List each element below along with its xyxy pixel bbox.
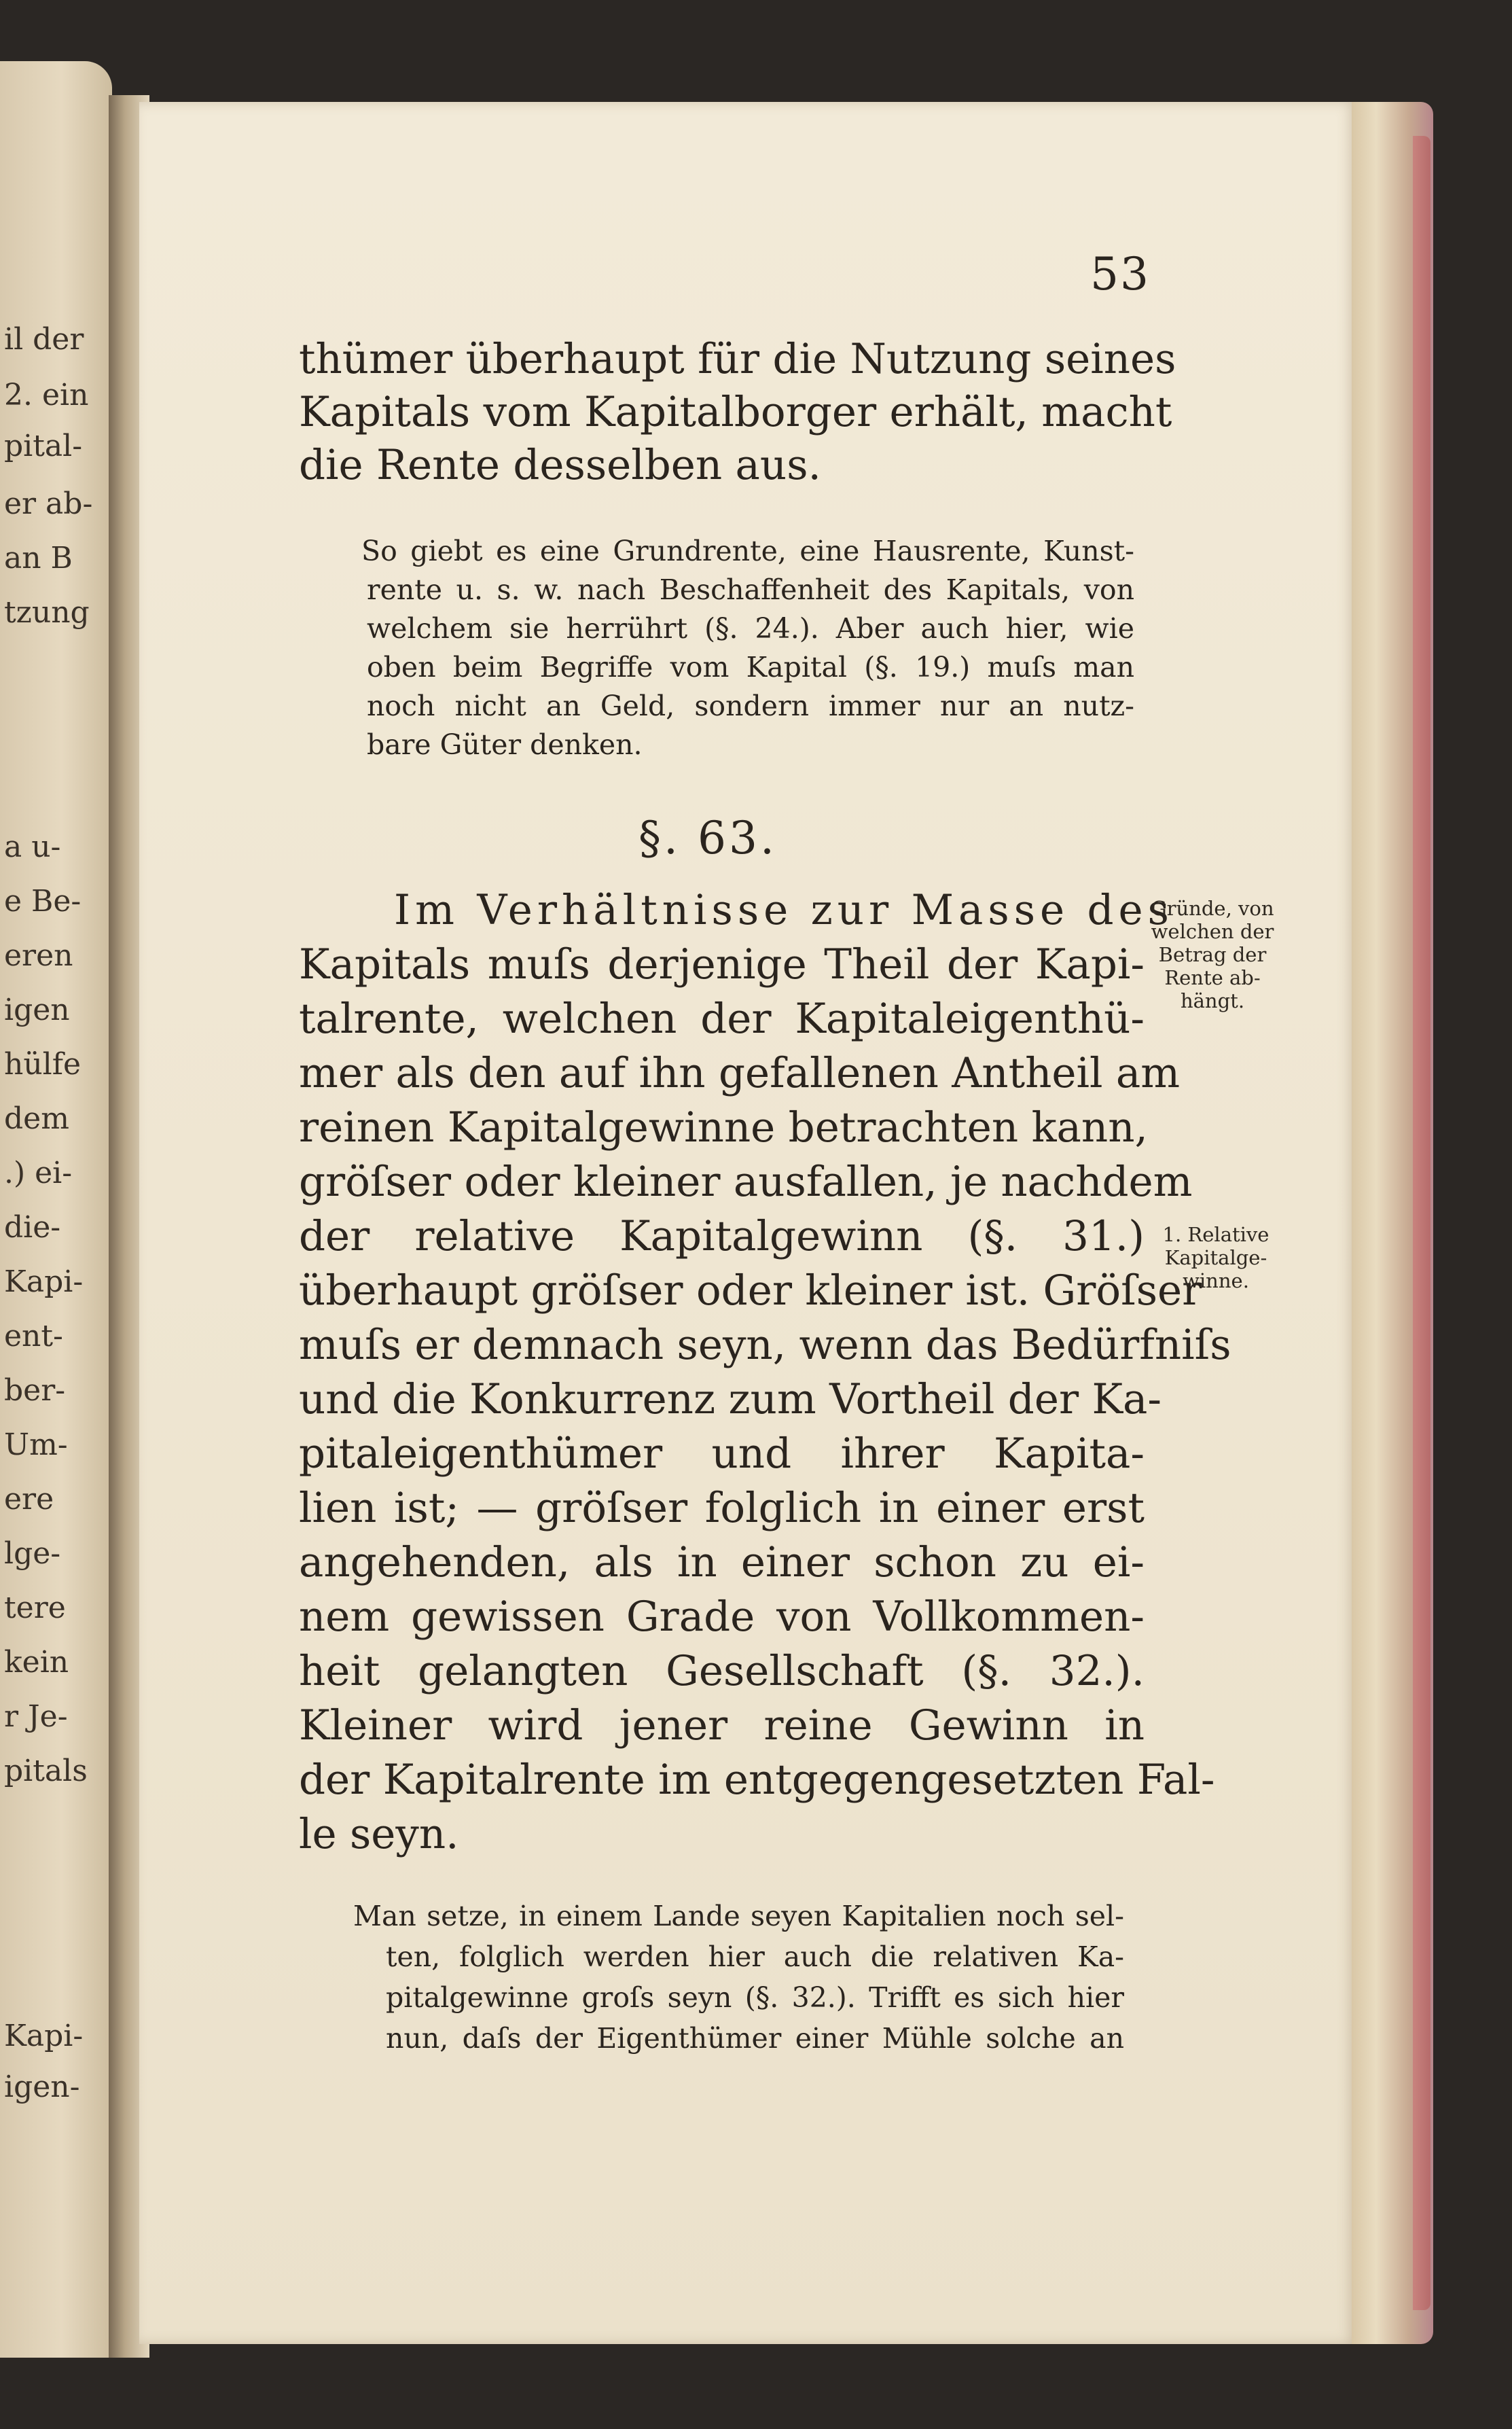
- text-line: Kleiner wird jener reine Gewinn in: [299, 1701, 1145, 1750]
- text-line: thümer überhaupt für die Nutzung seines: [299, 335, 1176, 383]
- opening-paragraph: [299, 333, 1176, 492]
- text-line: und die Konkurrenz zum Vortheil der Ka-: [299, 1375, 1162, 1423]
- text-line: le seyn.: [299, 1810, 459, 1858]
- text-line: überhaupt gröſser oder kleiner ist. Gröſser: [299, 1266, 1202, 1315]
- text-line: Im Verhältnisse zur Masse des: [394, 886, 1174, 934]
- left-fragment: ber-: [4, 1373, 66, 1408]
- note-line: bare Güter denken.: [367, 728, 643, 761]
- text-line: der relative Kapitalgewinn (§. 31.): [299, 1212, 1145, 1260]
- note-line: pitalgewinne groſs seyn (§. 32.). Trifft es sich hier: [386, 1981, 1124, 2014]
- text-line: pitaleigenthümer und ihrer Kapita-: [299, 1430, 1145, 1478]
- footnote-2: [353, 1896, 1124, 2059]
- left-fragment: tzung: [4, 595, 90, 630]
- left-fragment: igen-: [4, 2070, 80, 2104]
- text-line: Kapitals vom Kapitalborger erhält, macht: [299, 388, 1172, 436]
- left-fragment: e Be-: [4, 884, 82, 919]
- page-number: 53: [1090, 248, 1150, 300]
- marginal-line: hängt.: [1180, 989, 1245, 1012]
- left-fragment: pital-: [4, 429, 83, 463]
- left-fragment: eren: [4, 938, 73, 973]
- marginal-line: Gründe, von: [1151, 897, 1274, 920]
- note-line: rente u. s. w. nach Beschaffenheit des Kapitals, von: [367, 573, 1134, 606]
- marginal-line: welchen der: [1151, 920, 1274, 943]
- left-fragment: ere: [4, 1482, 54, 1517]
- left-fragment: die-: [4, 1210, 61, 1245]
- note-line: oben beim Begriffe vom Kapital (§. 19.) muſs man: [367, 651, 1134, 684]
- marginal-line: 1. Relative: [1162, 1223, 1270, 1246]
- left-fragment: kein: [4, 1645, 69, 1680]
- footnote-1: [361, 532, 1134, 764]
- left-fragment: er ab-: [4, 486, 93, 521]
- marginal-note-1: [1145, 897, 1280, 1012]
- left-fragment: Kapi-: [4, 1264, 84, 1299]
- left-fragment: hülfe: [4, 1047, 82, 1082]
- text-line: muſs er demnach seyn, wenn das Bedürfniſs: [299, 1321, 1231, 1369]
- red-page-edge: [1413, 136, 1430, 2310]
- note-line: So giebt es eine Grundrente, eine Hausrente, Kunst-: [361, 535, 1134, 567]
- left-fragment: a u-: [4, 830, 61, 864]
- text-line: mer als den auf ihn gefallenen Antheil am: [299, 1049, 1181, 1097]
- text-line: Kapitals muſs derjenige Theil der Kapi-: [299, 940, 1145, 989]
- left-fragment: lge-: [4, 1536, 61, 1571]
- left-fragment: Um-: [4, 1428, 68, 1462]
- text-line: reinen Kapitalgewinne betrachten kann,: [299, 1103, 1148, 1152]
- note-line: ten, folglich werden hier auch die relativen Ka-: [386, 1940, 1124, 1973]
- marginal-line: Kapitalge-: [1164, 1246, 1267, 1269]
- left-fragment: tere: [4, 1591, 66, 1625]
- left-fragment: an B: [4, 541, 73, 575]
- left-fragment: ent-: [4, 1319, 63, 1353]
- note-line: noch nicht an Geld, sondern immer nur an nutz-: [367, 690, 1134, 722]
- section-heading: §. 63.: [638, 812, 777, 864]
- note-line: nun, daſs der Eigenthümer einer Mühle solche an: [386, 2022, 1124, 2055]
- marginal-line: Rente ab-: [1164, 966, 1261, 989]
- text-line: heit gelangten Gesellschaft (§. 32.).: [299, 1647, 1145, 1695]
- text-line: gröſser oder kleiner ausfallen, je nachdem: [299, 1158, 1193, 1206]
- text-line: angehenden, als in einer schon zu ei-: [299, 1538, 1145, 1586]
- left-fragment: .) ei-: [4, 1156, 73, 1190]
- left-fragment: pitals: [4, 1754, 88, 1788]
- note-line: Man setze, in einem Lande seyen Kapitalien noch sel-: [353, 1900, 1124, 1932]
- text-line: nem gewissen Grade von Vollkommen-: [299, 1593, 1145, 1641]
- left-fragment: il der: [4, 322, 84, 357]
- marginal-note-2: [1148, 1223, 1284, 1292]
- left-fragment: 2. ein: [4, 378, 89, 412]
- marginal-line: Betrag der: [1158, 943, 1267, 966]
- text-line: lien ist; — gröſser folglich in einer erst: [299, 1484, 1145, 1532]
- text-line: der Kapitalrente im entgegengesetzten Fal-: [299, 1756, 1215, 1804]
- marginal-line: winne.: [1183, 1269, 1249, 1292]
- left-fragment: igen: [4, 993, 70, 1027]
- left-page-fragment: [0, 61, 112, 2358]
- note-line: welchem sie herrührt (§. 24.). Aber auch hier, wie: [367, 612, 1134, 645]
- text-line: die Rente desselben aus.: [299, 441, 821, 489]
- left-fragment: Kapi-: [4, 2019, 84, 2053]
- left-fragment: r Je-: [4, 1699, 68, 1734]
- text-line: talrente, welchen der Kapitaleigenthü-: [299, 995, 1145, 1043]
- left-fragment: dem: [4, 1101, 69, 1136]
